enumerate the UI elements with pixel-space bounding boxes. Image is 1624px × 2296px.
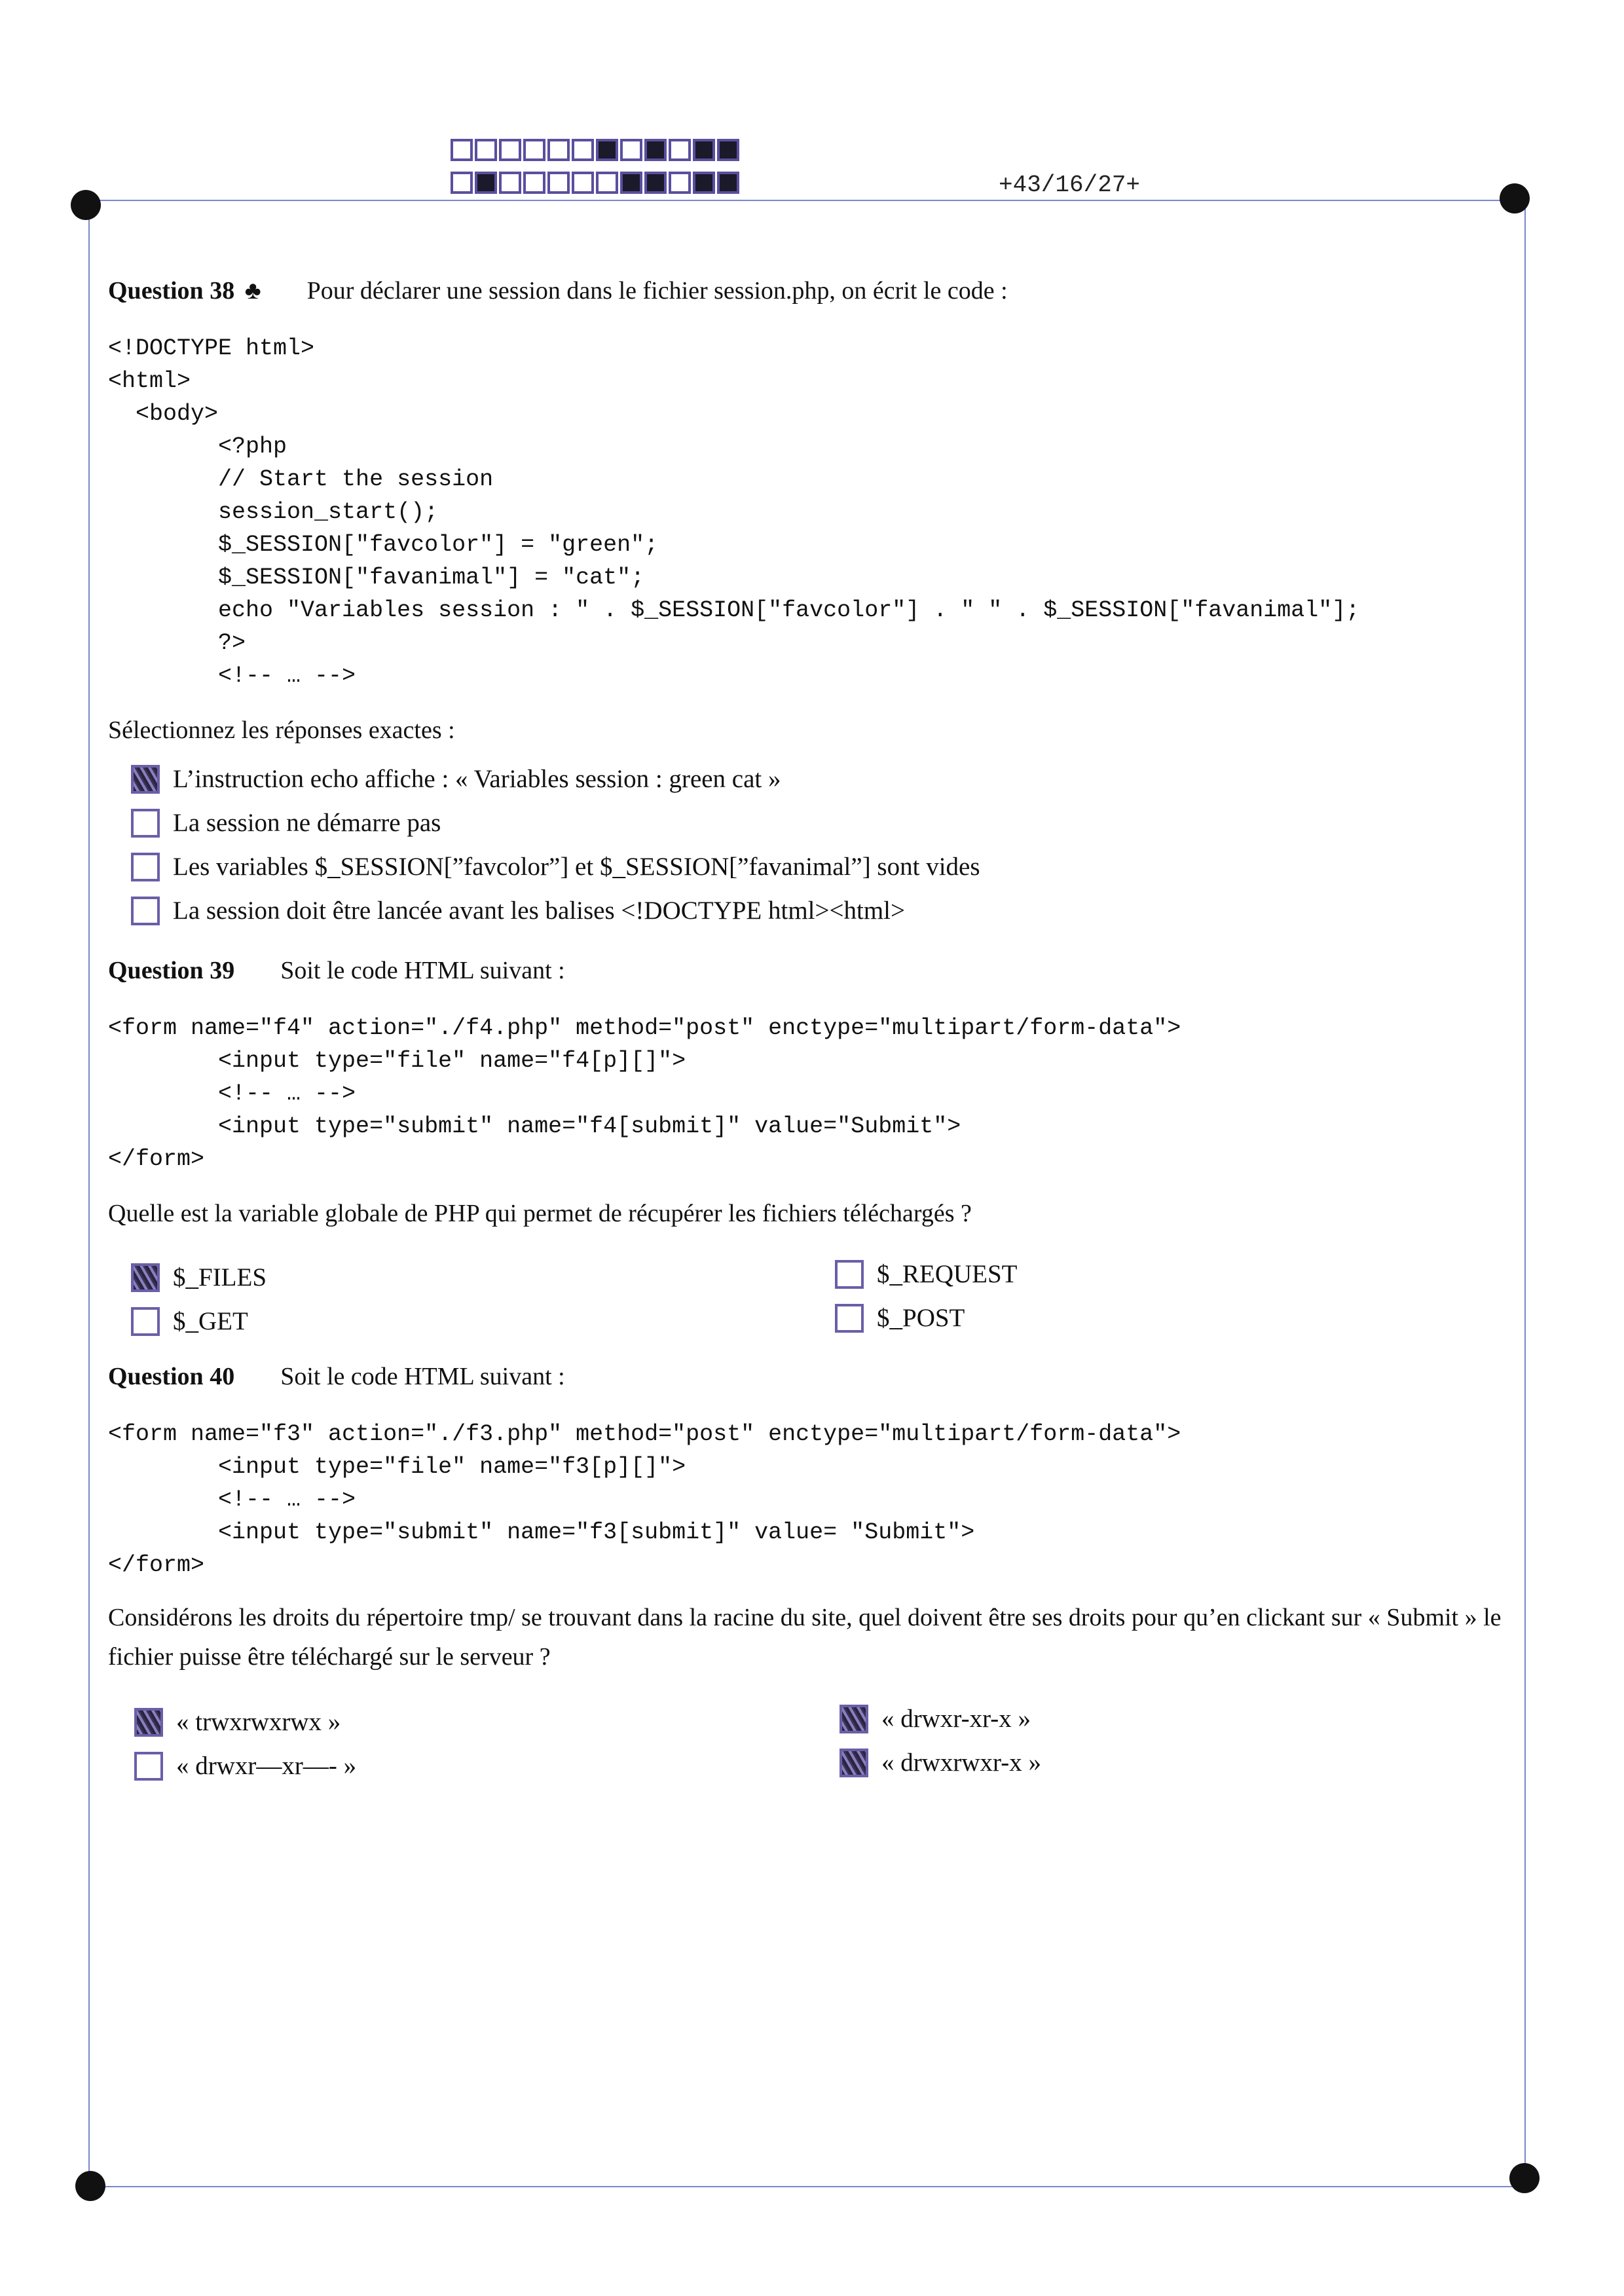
choice-label: « trwxrwxrwx » <box>176 1708 341 1736</box>
choice-39-a[interactable] <box>131 1263 267 1292</box>
question-38-header <box>108 276 1008 305</box>
choice-39-d[interactable] <box>835 1303 965 1333</box>
checkbox[interactable] <box>835 1304 864 1333</box>
choice-38-b[interactable] <box>131 808 441 838</box>
barcode-cell <box>596 172 618 194</box>
barcode-cell <box>475 172 497 194</box>
checkbox[interactable] <box>134 1752 163 1781</box>
barcode-cell <box>499 139 521 161</box>
registration-mark-top-right <box>1500 183 1530 213</box>
question-39-header <box>108 956 565 985</box>
choice-38-a[interactable] <box>131 764 781 794</box>
page-id: +43/16/27+ <box>999 172 1141 198</box>
barcode-cell <box>547 172 570 194</box>
barcode-row-1 <box>451 139 739 161</box>
choice-40-c[interactable] <box>840 1704 1031 1733</box>
choice-38-d[interactable] <box>131 896 905 925</box>
checkbox[interactable] <box>131 897 160 925</box>
choice-label: $_POST <box>877 1304 965 1332</box>
choice-label: $_GET <box>173 1307 248 1335</box>
barcode-cell <box>596 139 618 161</box>
checkbox[interactable] <box>134 1708 163 1737</box>
choice-label: La session doit être lancée avant les balises <!DOCTYPE html><html> <box>173 897 905 925</box>
barcode-cell <box>475 139 497 161</box>
choice-label: $_REQUEST <box>877 1260 1018 1288</box>
barcode-cell <box>572 139 594 161</box>
barcode-cell <box>547 139 570 161</box>
barcode-cell <box>451 139 473 161</box>
barcode-row-2 <box>451 172 739 194</box>
choice-label: $_FILES <box>173 1263 267 1291</box>
checkbox[interactable] <box>131 765 160 794</box>
barcode-cell <box>669 172 691 194</box>
registration-mark-top-left <box>71 190 101 220</box>
question-38-instruction: Sélectionnez les réponses exactes : <box>108 716 455 744</box>
question-prompt: Soit le code HTML suivant : <box>280 957 565 984</box>
question-label: Question 39 <box>108 957 235 984</box>
checkbox[interactable] <box>131 1307 160 1336</box>
choice-40-d[interactable] <box>840 1748 1041 1777</box>
checkbox[interactable] <box>840 1749 868 1777</box>
barcode-cell <box>499 172 521 194</box>
choice-label: « drwxr—xr—- » <box>176 1752 357 1780</box>
choice-39-c[interactable] <box>835 1259 1018 1289</box>
barcode-cell <box>717 139 739 161</box>
barcode-cell <box>644 139 667 161</box>
question-label: Question 40 <box>108 1363 235 1390</box>
barcode-cell <box>644 172 667 194</box>
code-block-39: <form name="f4" action="./f4.php" method="post" enctype="multipart/form-data"> <input type="file" name="f4[p][]"> <!-- … --> <input type="submit" name="f4[submit]" value="Submit"> </form> <box>108 1015 1181 1172</box>
checkbox[interactable] <box>835 1260 864 1289</box>
choice-label: La session ne démarre pas <box>173 809 441 837</box>
code-block-38: <!DOCTYPE html> <html> <body> <?php // Start the session session_start(); $_SESSION["favcolor"] = "green"; $_SESSION["favanimal"] = "cat"; echo "Variables session : " . $_SESSION["favcolor"] . " " . $_SESSION["favanimal"]; ?> <!-- … --> <box>108 335 1360 689</box>
choice-40-a[interactable] <box>134 1707 341 1737</box>
choice-39-b[interactable] <box>131 1306 248 1336</box>
barcode-cell <box>620 139 642 161</box>
barcode-cell <box>693 172 715 194</box>
barcode-cell <box>717 172 739 194</box>
registration-mark-bottom-right <box>1509 2163 1540 2193</box>
barcode-cell <box>669 139 691 161</box>
checkbox[interactable] <box>131 809 160 838</box>
choice-label: L’instruction echo affiche : « Variables session : green cat » <box>173 765 781 793</box>
barcode-cell <box>620 172 642 194</box>
choice-label: « drwxrwxr-x » <box>881 1749 1041 1777</box>
barcode-cell <box>693 139 715 161</box>
checkbox[interactable] <box>131 853 160 881</box>
checkbox[interactable] <box>131 1263 160 1292</box>
club-icon: ♣ <box>244 277 261 305</box>
question-40-question: Considérons les droits du répertoire tmp/ se trouvant dans la racine du site, quel doivent être ses droits pour qu’en clickant sur « Submit » le fichier puisse être téléchargé sur le serveur ? <box>108 1604 1502 1671</box>
question-prompt: Pour déclarer une session dans le fichier session.php, on écrit le code : <box>306 277 1008 305</box>
registration-mark-bottom-left <box>75 2171 105 2201</box>
barcode-cell <box>523 172 545 194</box>
choice-label: Les variables $_SESSION[”favcolor”] et $_SESSION[”favanimal”] sont vides <box>173 853 980 881</box>
question-prompt: Soit le code HTML suivant : <box>280 1363 565 1390</box>
barcode-cell <box>451 172 473 194</box>
checkbox[interactable] <box>840 1705 868 1733</box>
code-block-40: <form name="f3" action="./f3.php" method="post" enctype="multipart/form-data"> <input type="file" name="f3[p][]"> <!-- … --> <input type="submit" name="f3[submit]" value= "Submit"> </form> <box>108 1421 1181 1578</box>
barcode-cell <box>572 172 594 194</box>
question-39-question: Quelle est la variable globale de PHP qui permet de récupérer les fichiers téléchargés ? <box>108 1200 972 1227</box>
question-40-header <box>108 1362 565 1391</box>
choice-label: « drwxr-xr-x » <box>881 1705 1031 1733</box>
barcode-cell <box>523 139 545 161</box>
question-label: Question 38 ♣ <box>108 277 261 305</box>
choice-38-c[interactable] <box>131 852 980 881</box>
choice-40-b[interactable] <box>134 1751 356 1781</box>
